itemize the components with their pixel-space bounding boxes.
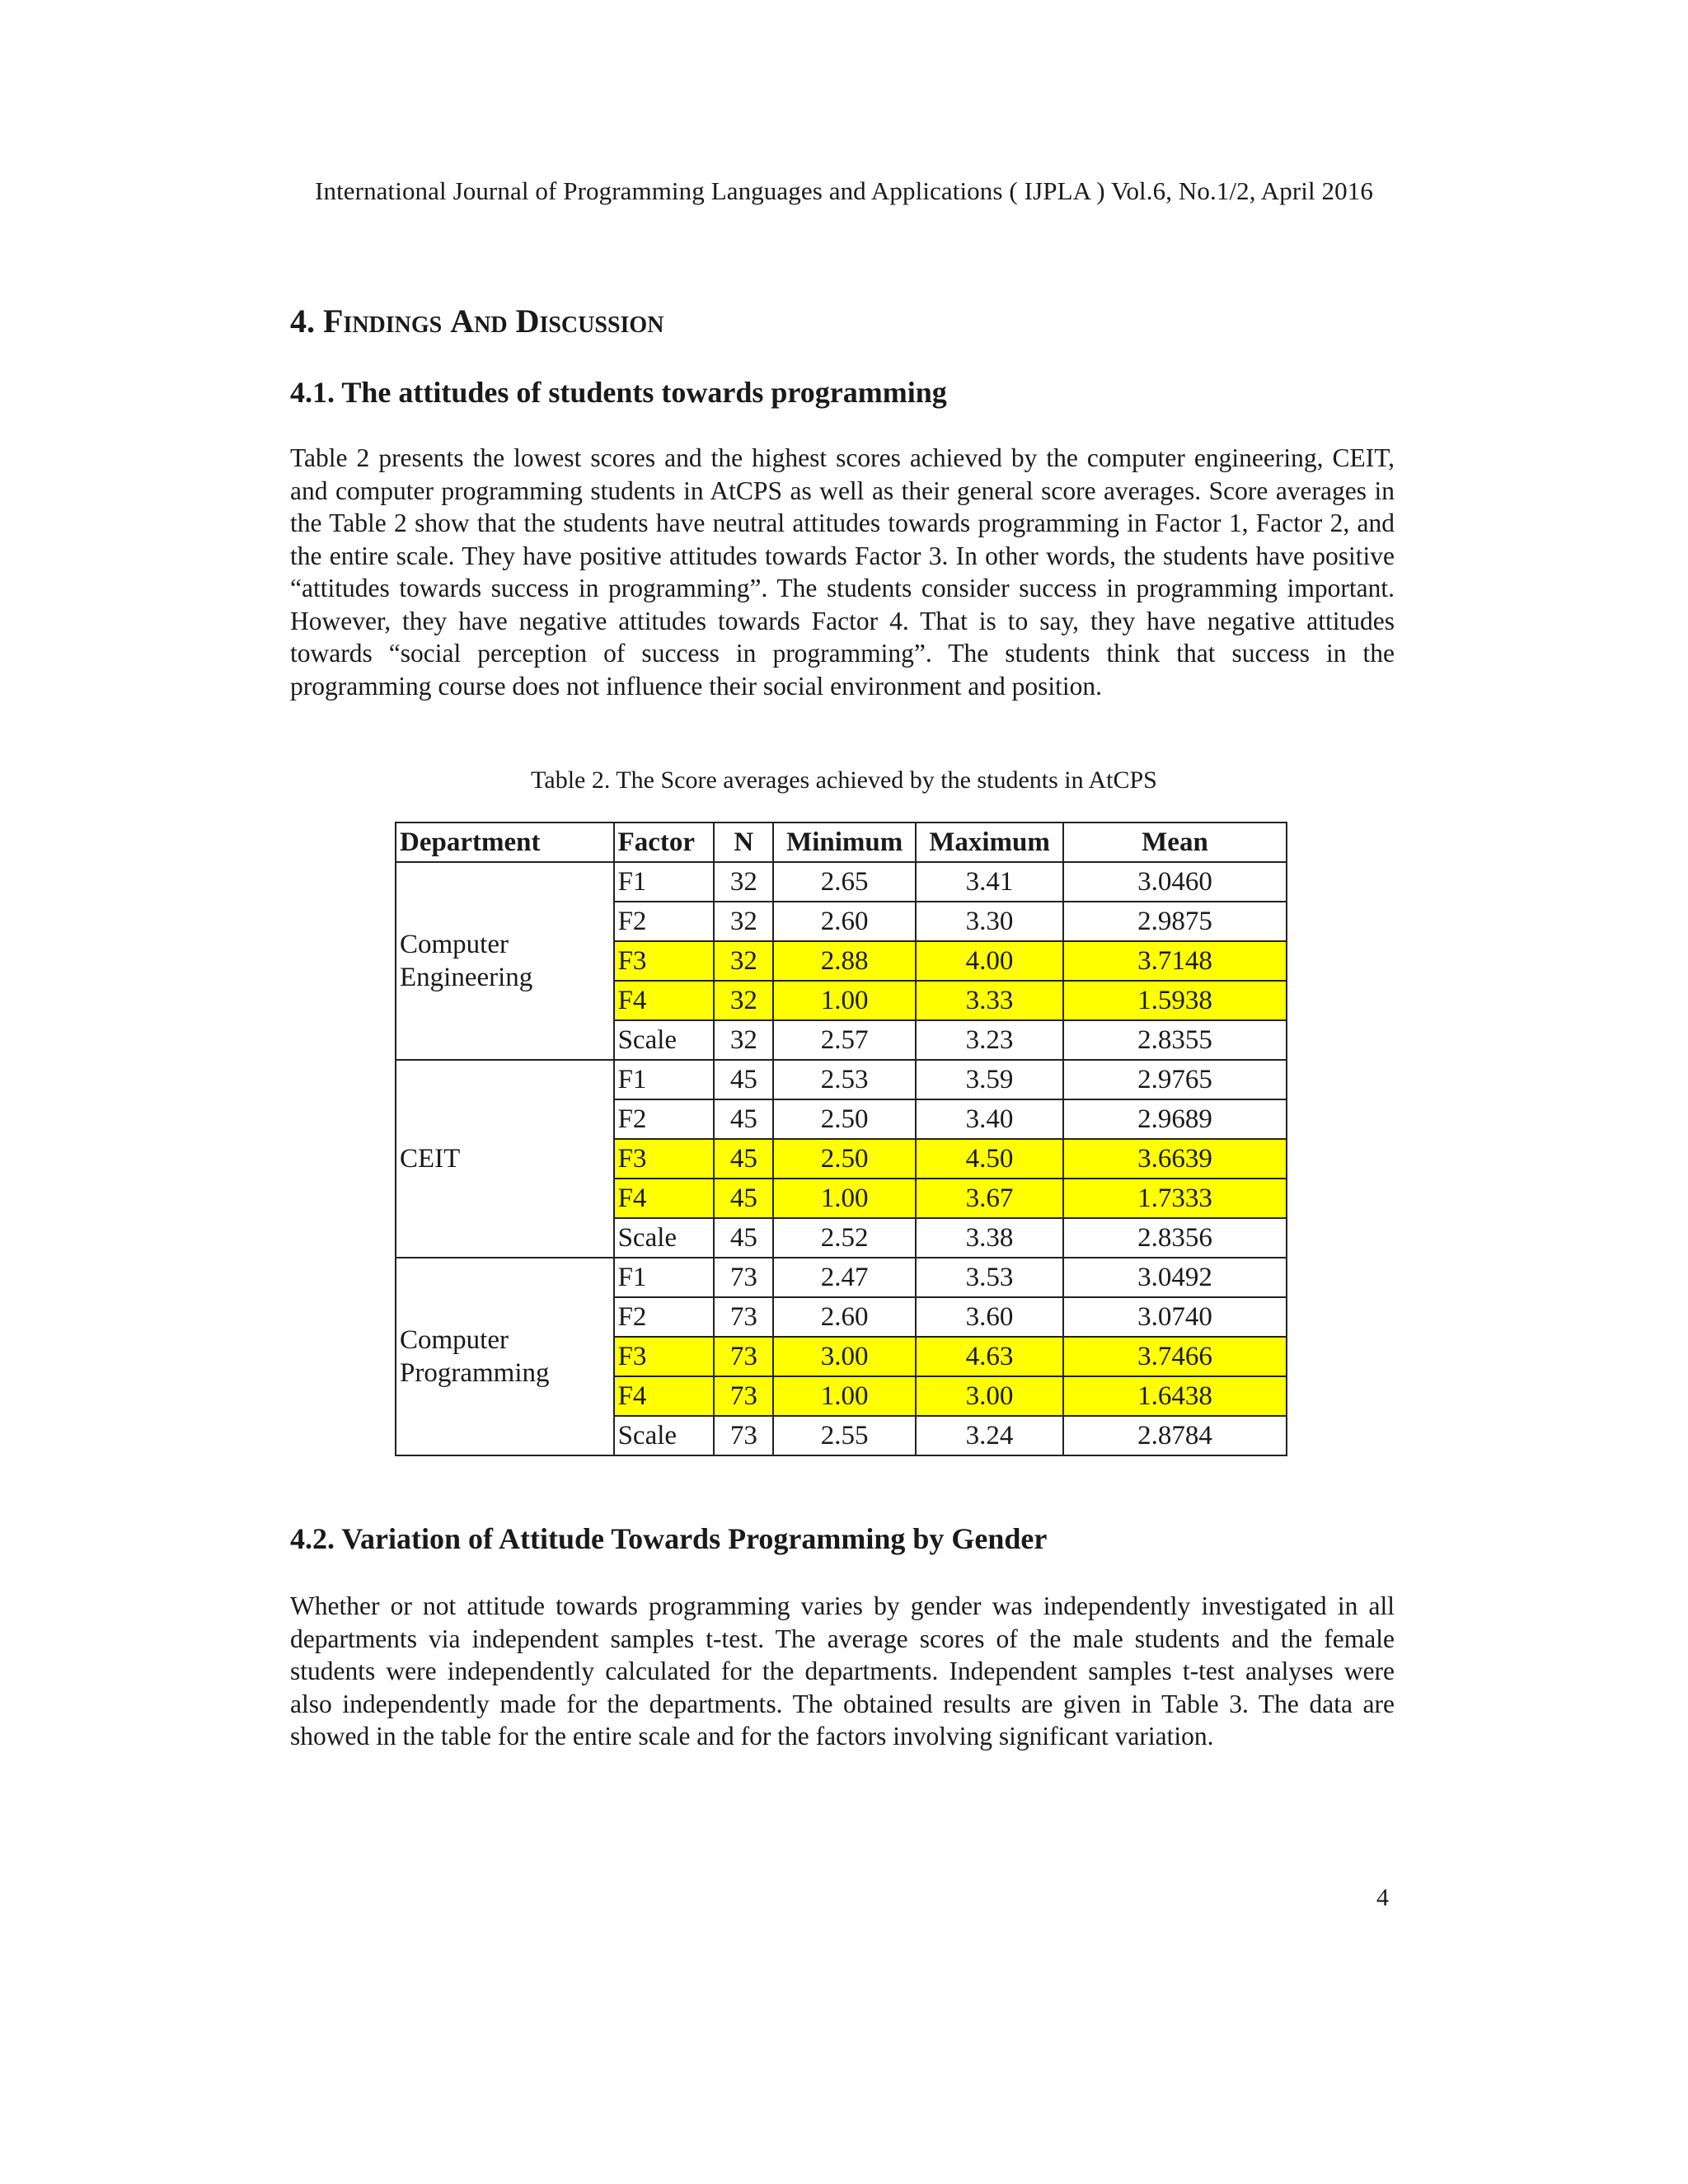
mean-cell: 3.6639 (1063, 1139, 1287, 1179)
minimum-cell: 2.65 (773, 862, 916, 902)
section-title-word: Findings (323, 302, 443, 340)
n-cell: 73 (714, 1297, 773, 1337)
mean-cell: 2.8356 (1063, 1218, 1287, 1258)
minimum-cell: 1.00 (773, 1179, 916, 1218)
maximum-cell: 3.30 (916, 902, 1063, 941)
mean-cell: 2.9875 (1063, 902, 1287, 941)
maximum-cell: 3.38 (916, 1218, 1063, 1258)
minimum-cell: 3.00 (773, 1337, 916, 1376)
n-cell: 73 (714, 1376, 773, 1416)
n-cell: 45 (714, 1060, 773, 1099)
minimum-cell: 2.60 (773, 1297, 916, 1337)
n-cell: 45 (714, 1139, 773, 1179)
department-cell (396, 1060, 614, 1258)
factor-cell: F4 (614, 1376, 715, 1416)
department-cell (396, 1258, 614, 1455)
mean-cell: 2.8784 (1063, 1416, 1287, 1455)
factor-cell: F3 (614, 1337, 715, 1376)
department-label: Programming (400, 1358, 550, 1388)
factor-cell: F3 (614, 1139, 715, 1179)
factor-cell: F2 (614, 902, 715, 941)
department-label: Computer (400, 1325, 509, 1355)
minimum-cell: 2.57 (773, 1020, 916, 1060)
column-header: N (714, 823, 773, 862)
maximum-cell: 3.24 (916, 1416, 1063, 1455)
section-number: 4. (290, 302, 315, 340)
n-cell: 32 (714, 902, 773, 941)
department-label: Computer (400, 930, 509, 959)
minimum-cell: 2.60 (773, 902, 916, 941)
factor-cell: F1 (614, 1060, 715, 1099)
factor-cell: Scale (614, 1020, 715, 1060)
n-cell: 32 (714, 981, 773, 1020)
section-title-word: Discussion (515, 302, 664, 340)
factor-cell: F2 (614, 1099, 715, 1139)
maximum-cell: 3.40 (916, 1099, 1063, 1139)
minimum-cell: 2.47 (773, 1258, 916, 1297)
department-cell (396, 862, 614, 1060)
n-cell: 73 (714, 1416, 773, 1455)
mean-cell: 3.0460 (1063, 862, 1287, 902)
n-cell: 73 (714, 1258, 773, 1297)
maximum-cell: 3.67 (916, 1179, 1063, 1218)
column-header: Mean (1063, 823, 1287, 862)
factor-cell: F1 (614, 862, 715, 902)
factor-cell: F4 (614, 981, 715, 1020)
maximum-cell: 3.23 (916, 1020, 1063, 1060)
section-title-word: And (450, 302, 508, 340)
score-averages-table (395, 822, 1287, 1456)
table-row (396, 862, 1287, 902)
column-header: Maximum (916, 823, 1063, 862)
factor-cell: F1 (614, 1258, 715, 1297)
n-cell: 32 (714, 941, 773, 981)
body-paragraph: Table 2 presents the lowest scores and the highest scores achieved by the computer engineering, CEIT, and computer programming students in AtCPS as well as their general score averages. Score averages in the Table 2 show that the students have neutral attitudes towards programming in Factor 1, Factor 2, and the entire scale. They have positive attitudes towards Factor 3. In other words, the students have positive “attitudes towards success in programming”. The students consider success in programming important. However, they have negative attitudes towards Factor 4. That is to say, they have negative attitudes towards “social perception of success in programming”. The students think that success in the programming course does not influence their social environment and position. (290, 443, 1395, 701)
minimum-cell: 2.53 (773, 1060, 916, 1099)
department-label: CEIT (400, 1144, 461, 1174)
table-row (396, 1060, 1287, 1099)
n-cell: 45 (714, 1179, 773, 1218)
minimum-cell: 1.00 (773, 1376, 916, 1416)
department-label: Engineering (400, 963, 533, 992)
factor-cell: F4 (614, 1179, 715, 1218)
maximum-cell: 4.63 (916, 1337, 1063, 1376)
mean-cell: 2.8355 (1063, 1020, 1287, 1060)
mean-cell: 3.0492 (1063, 1258, 1287, 1297)
mean-cell: 1.7333 (1063, 1179, 1287, 1218)
factor-cell: F3 (614, 941, 715, 981)
factor-cell: F2 (614, 1297, 715, 1337)
table-header-row (396, 823, 1287, 862)
subsection-title: 4.2. Variation of Attitude Towards Programming by Gender (290, 1522, 1048, 1555)
maximum-cell: 3.00 (916, 1376, 1063, 1416)
section-title (290, 302, 663, 340)
maximum-cell: 3.59 (916, 1060, 1063, 1099)
maximum-cell: 3.33 (916, 981, 1063, 1020)
mean-cell: 3.7466 (1063, 1337, 1287, 1376)
n-cell: 45 (714, 1099, 773, 1139)
minimum-cell: 2.52 (773, 1218, 916, 1258)
table-row (396, 1258, 1287, 1297)
column-header: Minimum (773, 823, 916, 862)
maximum-cell: 3.41 (916, 862, 1063, 902)
body-paragraph: Whether or not attitude towards programming varies by gender was independently investigated in all departments via independent samples t-test. The average scores of the male students and the female students were independently calculated for the departments. Independent samples t-test analyses were also independently made for the departments. The obtained results are given in Table 3. The data are showed in the table for the entire scale and for the factors involving significant variation. (290, 1591, 1395, 1750)
mean-cell: 1.5938 (1063, 981, 1287, 1020)
column-header: Factor (614, 823, 715, 862)
minimum-cell: 2.50 (773, 1139, 916, 1179)
maximum-cell: 3.53 (916, 1258, 1063, 1297)
n-cell: 45 (714, 1218, 773, 1258)
table-caption: Table 2. The Score averages achieved by the students in AtCPS (531, 766, 1157, 794)
minimum-cell: 2.88 (773, 941, 916, 981)
factor-cell: Scale (614, 1416, 715, 1455)
maximum-cell: 3.60 (916, 1297, 1063, 1337)
minimum-cell: 2.50 (773, 1099, 916, 1139)
maximum-cell: 4.50 (916, 1139, 1063, 1179)
factor-cell: Scale (614, 1218, 715, 1258)
n-cell: 32 (714, 862, 773, 902)
column-header: Department (396, 823, 614, 862)
mean-cell: 3.7148 (1063, 941, 1287, 981)
subsection-title: 4.1. The attitudes of students towards programming (290, 376, 947, 409)
n-cell: 32 (714, 1020, 773, 1060)
mean-cell: 1.6438 (1063, 1376, 1287, 1416)
minimum-cell: 2.55 (773, 1416, 916, 1455)
running-header: International Journal of Programming Languages and Applications ( IJPLA ) Vol.6, No.1/2, April 2016 (315, 176, 1373, 205)
minimum-cell: 1.00 (773, 981, 916, 1020)
maximum-cell: 4.00 (916, 941, 1063, 981)
n-cell: 73 (714, 1337, 773, 1376)
mean-cell: 2.9689 (1063, 1099, 1287, 1139)
mean-cell: 2.9765 (1063, 1060, 1287, 1099)
mean-cell: 3.0740 (1063, 1297, 1287, 1337)
page-number: 4 (1376, 1884, 1389, 1911)
